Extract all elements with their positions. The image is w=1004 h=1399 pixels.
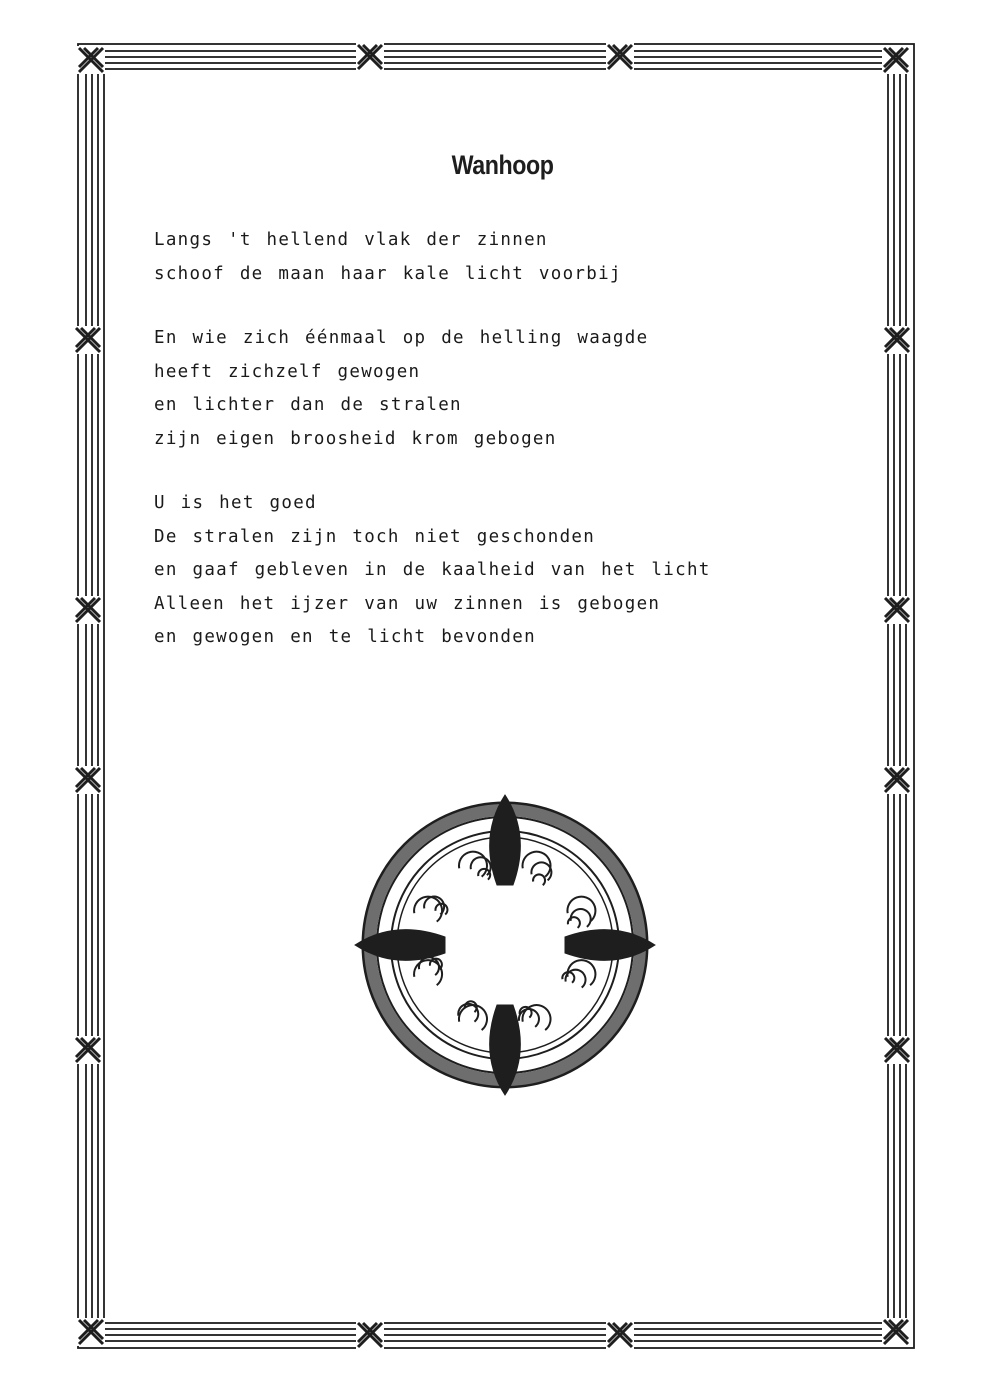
poem-line: Alleen het ijzer van uw zinnen is gebogen [154, 593, 661, 614]
poem-title: Wanhoop [451, 150, 554, 180]
stanza [154, 224, 854, 291]
stanza [154, 322, 854, 456]
poem-line: en lichter dan de stralen [154, 395, 462, 415]
poem-line: En wie zich éénmaal op de helling waagde [154, 328, 649, 348]
poem-line: en gaaf gebleven in de kaalheid van het licht [154, 560, 711, 580]
poem-line: en gewogen en te licht bevonden [154, 627, 536, 647]
poem-line: De stralen zijn toch niet geschonden [154, 526, 596, 547]
poem-body [154, 224, 854, 686]
poem-line: U is het goed [154, 493, 317, 513]
acanthus-medallion-icon [345, 785, 665, 1105]
poem-line: schoof de maan haar kale licht voorbij [154, 263, 622, 284]
poem-line: zijn eigen broosheid krom gebogen [154, 428, 557, 449]
stanza [154, 487, 854, 655]
poem-line: heeft zichzelf gewogen [154, 361, 421, 382]
poem-line: Langs 't hellend vlak der zinnen [154, 230, 548, 250]
